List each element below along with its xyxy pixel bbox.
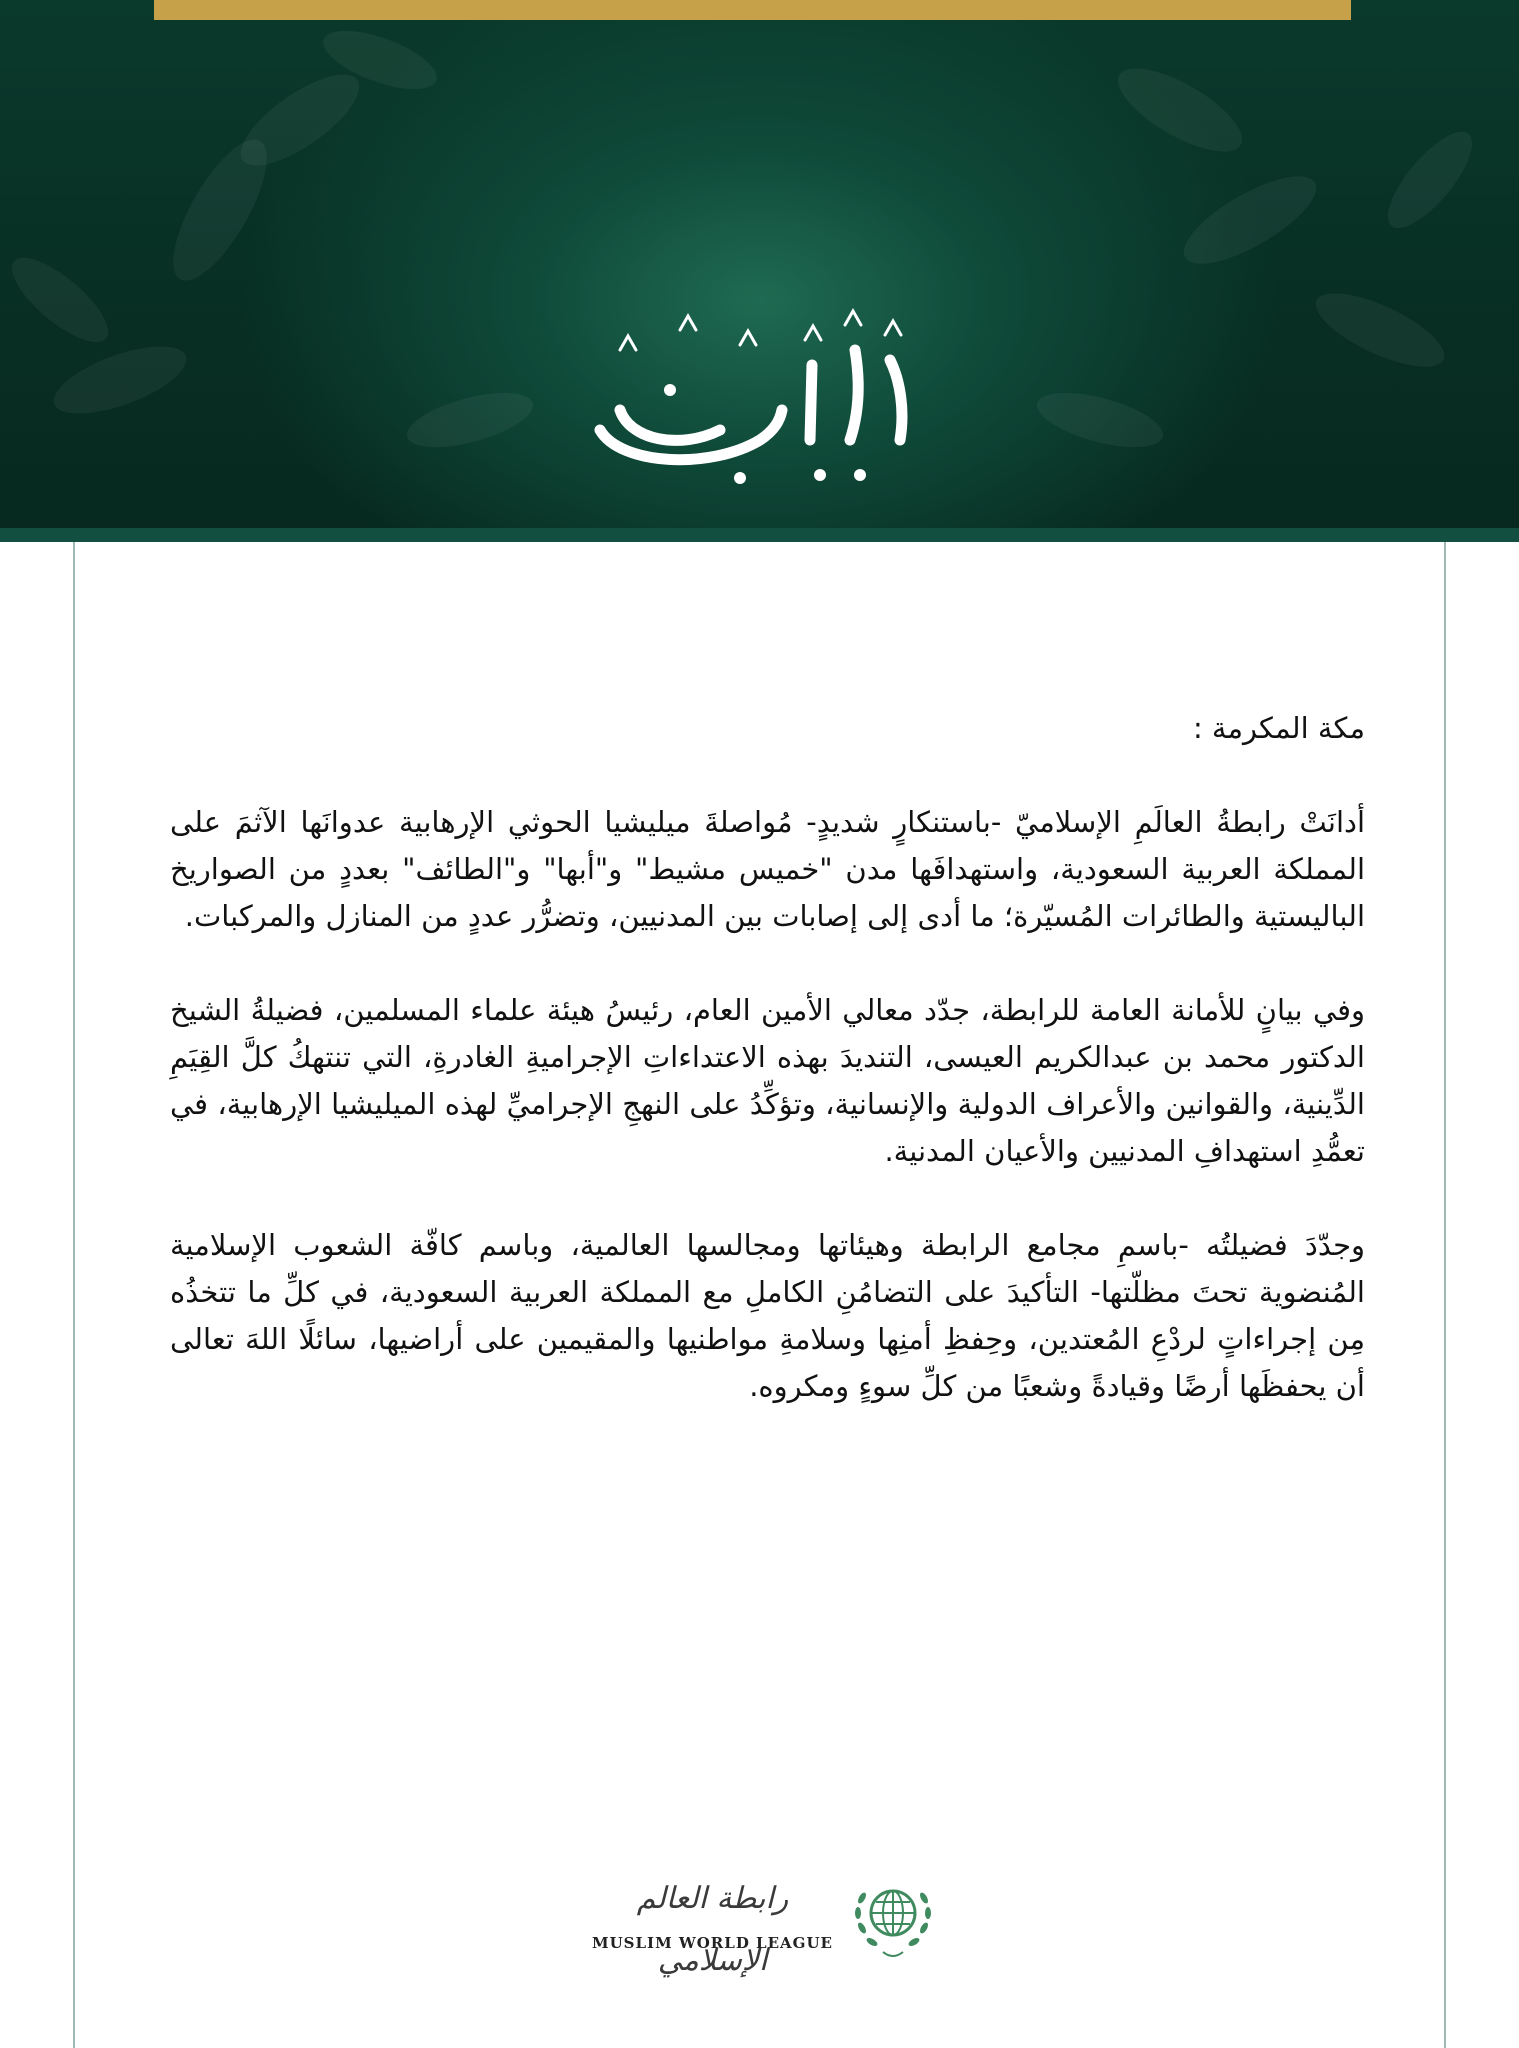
paragraph-1: أدانَتْ رابطةُ العالَمِ الإسلاميّ -باستنكارٍ شديدٍ- مُواصلةَ ميليشيا الحوثي الإرهابية عدوانَها الآثمَ على المملكة العربية السعودية، واستهدافَها مدن "خميس مشيط" و"أبها" و"الطائف" بعددٍ من الصواريخ الباليستية والطائرات المُسيّرة؛ ما أدى إلى إصابات بين المدنيين، وتضرُّر عددٍ من المنازل والمركبات. <box>170 805 1365 933</box>
bayan-calligraphy-title <box>560 290 960 490</box>
svg-text:بيان: بيان <box>743 461 777 485</box>
header-bottom-strip <box>0 528 1519 542</box>
paragraph-2: وفي بيانٍ للأمانة العامة للرابطة، جدّد معالي الأمين العام، رئيسُ هيئة علماء المسلمين، فضيلةُ الشيخ الدكتور محمد بن عبدالكريم العيسى، التنديدَ بهذه الاعتداءاتِ الإجراميةِ الغادرةِ، التي تنتهكُ كلَّ القِيَمِ الدِّينية، والقوانين والأعراف الدولية والإنسانية، وتؤكِّدُ على النهجِ الإجراميِّ لهذه الميليشيا الإرهابية، في تعمُّدِ استهدافِ المدنيين والأعيان المدنية. <box>170 993 1365 1168</box>
dateline: مكة المكرمة : <box>1192 711 1365 745</box>
statement-body <box>170 705 1365 1457</box>
paragraph-3: وجدّدَ فضيلتُه -باسمِ مجامع الرابطة وهيئاتها ومجالسها العالمية، وباسم كافّة الشعوب الإسلامية المُنضوية تحتَ مظلّتها- التأكيدَ على التضامُنِ الكاملِ مع المملكة العربية السعودية، في كلِّ ما تتخذُه مِن إجراءاتٍ لردْعِ المُعتدين، وحِفظِ أمنِها وسلامةِ مواطنيها والمقيمين على أراضيها، سائلًا اللهَ تعالى أن يحفظَها أرضًا وقيادةً وشعبًا من كلِّ سوءٍ ومكروه. <box>170 1228 1365 1403</box>
logo-arabic-text: رابطة العالم الإسلامي <box>636 1881 789 1978</box>
logo-english-text: MUSLIM WORLD LEAGUE <box>591 1934 833 1952</box>
globe-wreath-emblem-icon <box>848 1868 938 1963</box>
muslim-world-league-logo <box>580 1868 940 1978</box>
header-banner <box>0 0 1519 528</box>
